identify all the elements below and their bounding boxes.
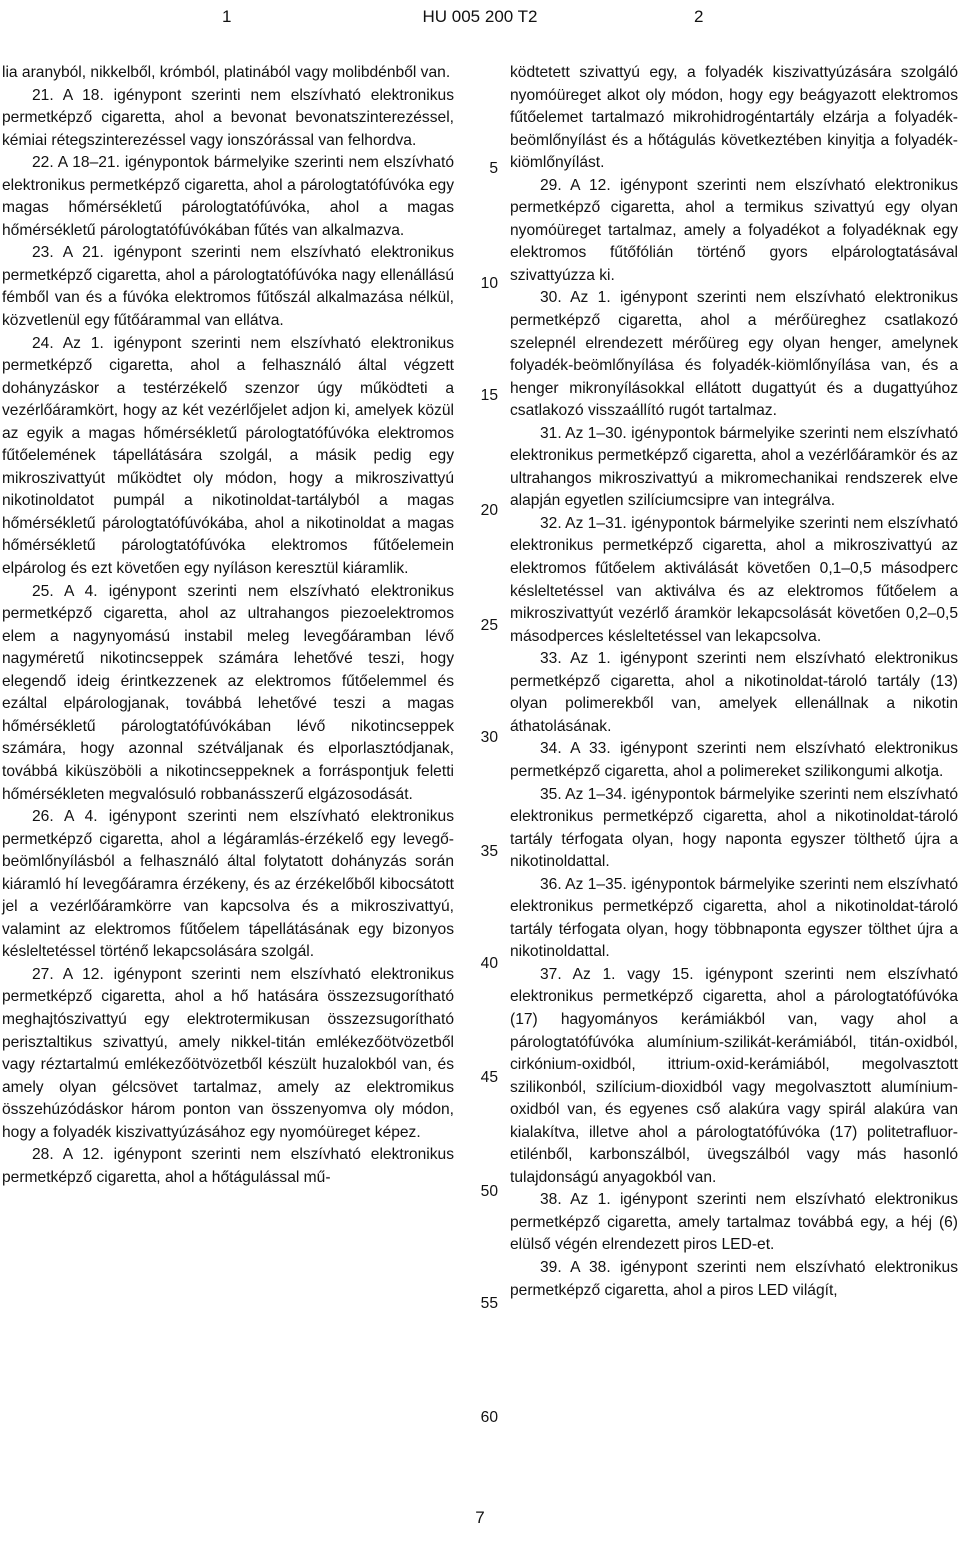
claim-paragraph: 23. A 21. igénypont szerinti nem elszívható elektronikus permetképző cigaretta, ahol a párologtatófúvóka nagy ellenállású fémből van és a fúvóka elektromos fűtőszál alkalmazása nélkül, közvetlenül egy fűtőárammal van ellátva.	[2, 244, 454, 330]
claim-paragraph: 28. A 12. igénypont szerinti nem elszívható elektronikus permetképző cigaretta, ahol a hőtágulással mű-	[2, 1146, 454, 1186]
header-right-column-number: 2	[694, 7, 704, 26]
claim-paragraph: 24. Az 1. igénypont szerinti nem elszívható elektronikus permetképző cigaretta, ahol a felhasználó által végzett dohányzáskor a testérzékelő szenzor úgy működteti a vezérlőáramkört, hogy az két vezérlőjelet adjon ki, amelyek közül az egyik a magas hőmérsékletű párologtatófúvóka elektromos fűtőelemének tápellátására szolgál, a másik pedig egy mikroszivattyút működtet oly módon, hogy a mikroszivattyú nikotinoldatot pumpál a nikotinoldat-tartályból a magas hőmérsékletű párologtatófúvókába, ahol a nikotinoldat a magas hőmérsékletű párologtatófúvóka elektromos fűtőelemein elpárolog és ezt követően egy nyíláson keresztül kiáramlik.	[2, 334, 454, 578]
claim-paragraph: 21. A 18. igénypont szerinti nem elszívható elektronikus permetképző cigaretta, ahol a bevonat bevonatszinterezéssel, kémiai rétegszinterezéssel vagy ionszórással van felhordva.	[2, 86, 454, 149]
claim-paragraph: 27. A 12. igénypont szerinti nem elszívható elektronikus permetképző cigaretta, ahol a hő hatására összezsugorítható meghajtószivattyú egy elektrotermikusan összezsugorítható perisztaltikus szivattyú, amely nikkel-titán emlékezőötvözetből vagy réztartalmú emlékezőötvözetből készült huzalokból van, és amely olyan gélcsövet tartalmaz, amely az elektromikus összehúzódáskor három ponton van összenyomva oly módon, hogy a folyadék kiszivattyúzásához egy nyomóüreget képez.	[2, 965, 454, 1141]
claim-paragraph: 35. Az 1–34. igénypontok bármelyike szerinti nem elszívható elektronikus permetképző cigaretta, ahol a nikotinoldat-tároló tartály térfogata olyan, hogy naponta egyszer tölthető újra a nikotinoldattal.	[510, 785, 958, 871]
line-number: 35	[480, 843, 498, 860]
claim-paragraph: 39. A 38. igénypont szerinti nem elszívható elektronikus permetképző cigaretta, ahol a piros LED világít,	[510, 1258, 958, 1299]
line-number: 30	[480, 729, 498, 746]
paragraph: ködtetett szivattyú egy, a folyadék kiszivattyúzására szolgáló nyomóüreget alkot oly módon, hogy egy beágyazott elektromos fűtőelemet tartalmazó mikrohidrogéntartály elzárja a folyadék-beömlőnyílást és a hőtágulás következtében kinyitja a folyadék-kiömlőnyílást.	[510, 64, 958, 172]
line-number: 50	[480, 1183, 498, 1200]
claim-paragraph: 22. A 18–21. igénypontok bármelyike szerinti nem elszívható elektronikus permetképző cigaretta, ahol a párologtatófúvóka egy magas hőmérsékletű párologtatófúvóka, ahol a magas hőmérsékletű párologtatófúvókában fűtés van alkalmazva.	[2, 154, 454, 239]
claim-paragraph: 25. A 4. igénypont szerinti nem elszívható elektronikus permetképző cigaretta, ahol az ultrahangos piezoelektromos elem a nagynyomású instabil meleg levegőáramban lévő nagyméretű nikotincseppek számára lehetővé teszi, hogy elegendő ideig érintkezzenek az elektromos fűtőelemmel és ezáltal elpárologjanak, továbbá lehetővé teszi a magas hőmérsékletű párologtatófúvókában lévő nikotincseppek számára, hogy azonnal szétváljanak és elporlasztódjanak, továbbá kiküszöböli a nikotincseppeknek a forráspontjuk feletti hőmérsékleten megvalósuló robbanásszerű elgázosodását.	[2, 582, 454, 803]
claim-paragraph: 29. A 12. igénypont szerinti nem elszívható elektronikus permetképző cigaretta, ahol a termikus szivattyú egy olyan nyomóüreget tartalmaz, amely a folyadékot a folyadéknak egy elektromos fűtőfólián történő gyors elpárologtatásával szivattyúzza ki.	[510, 176, 958, 284]
line-number: 60	[480, 1409, 498, 1426]
left-text-column	[2, 62, 454, 1189]
claim-paragraph: 33. Az 1. igénypont szerinti nem elszívható elektronikus permetképző cigaretta, ahol a nikotinoldat-tároló tartály (13) olyan polimerekből van, amelyek ellenállnak a nikotin áthatolásának.	[510, 650, 958, 735]
header-patent-number: HU 005 200 T2	[422, 7, 538, 26]
line-number: 10	[480, 275, 498, 292]
claim-paragraph: 26. A 4. igénypont szerinti nem elszívható elektronikus permetképző cigaretta, ahol a légáramlás-érzékelő egy levegő-beömlőnyílásból a felhasználó által folytatott dohányzás során kiáramló hí levegőáramra érzékeny, és az érzékelőből kibocsátott jel a vezérlőáramkörre van kapcsolva és a mikroszivattyú, valamint az elektromos fűtőelem tápellátásának egy bizonyos késleltetéssel történő lekapcsolására szolgál.	[2, 808, 454, 961]
line-number: 45	[480, 1069, 498, 1086]
claim-paragraph: 36. Az 1–35. igénypontok bármelyike szerinti nem elszívható elektronikus permetképző cigaretta, ahol a nikotinoldat-tároló tartály térfogata olyan, hogy többnaponta egyszer tölthet újra a nikotinoldattal.	[510, 875, 958, 961]
claim-paragraph: 37. Az 1. vagy 15. igénypont szerinti nem elszívható elektronikus permetképző cigaretta, ahol a párologtatófúvóka (17) hagyományos kerámiákból van, vagy ahol a párologtatófúvóka alumínium-szilikát-kerámiából, titán-oxidból, cirkónium-oxidból, ittrium-oxid-kerámiából, megolvasztott szilikonból, szilícium-dioxidból vagy megolvasztott alumínium-oxidból van, és egyenes cső alakúra vagy spirál alakúra van kialakítva, illetve ahol a párologtatófúvóka (17) politetrafluor-etilénből, karbonszálból, üvegszálból vagy más hasonló tulajdonságú anyagokból van.	[510, 965, 958, 1186]
line-number: 20	[480, 502, 498, 519]
page-number: 7	[475, 1508, 485, 1527]
line-number: 40	[480, 955, 498, 972]
claim-paragraph: 34. A 33. igénypont szerinti nem elszívható elektronikus permetképző cigaretta, ahol a polimereket szilikongumi alkotja.	[510, 740, 958, 780]
line-number: 15	[480, 387, 498, 404]
line-number: 25	[480, 617, 498, 634]
right-text-column	[510, 62, 958, 1302]
header-left-column-number: 1	[222, 7, 232, 26]
claim-paragraph: 32. Az 1–31. igénypontok bármelyike szerinti nem elszívható elektronikus permetképző cigaretta, ahol a mikroszivattyú az elektromos fűtőelem aktiválását követően 0,1–0,5 másodperc késleltetéssel van aktiválva és az elektromos fűtőelem a mikroszivattyút vezérlő áramkör lekapcsolását követően 0,2–0,5 másodperces késleltetéssel van lekapcsolva.	[510, 514, 958, 645]
paragraph: lia aranyból, nikkelből, krómból, platinából vagy molibdénből van.	[2, 64, 451, 81]
claim-paragraph: 38. Az 1. igénypont szerinti nem elszívható elektronikus permetképző cigaretta, amely tartalmaz továbbá egy, a héj (6) elülső végén elrendezett piros LED-et.	[510, 1191, 958, 1254]
claim-paragraph: 30. Az 1. igénypont szerinti nem elszívható elektronikus permetképző cigaretta, ahol a mérőüreghez csatlakozó szelepnél elrendezett mérőüreg egy olyan henger, amelynek folyadék-beömlőnyílása és folyadék-kiömlőnyílása van, és a henger mikronyílásokkal ellátott dugattyút és a dugattyúhoz csatlakozó visszaállító rugót tartalmaz.	[510, 289, 958, 420]
claim-paragraph: 31. Az 1–30. igénypontok bármelyike szerinti nem elszívható elektronikus permetképző cigaretta, ahol a vezérlőáramkör és az ultrahangos mikroszivattyú a mikromechanikai rendszerek elve alapján egyetlen szilíciumcsipre van integrálva.	[510, 424, 958, 510]
line-number-gutter	[462, 0, 498, 1541]
line-number: 55	[480, 1295, 498, 1312]
line-number: 5	[489, 160, 498, 177]
